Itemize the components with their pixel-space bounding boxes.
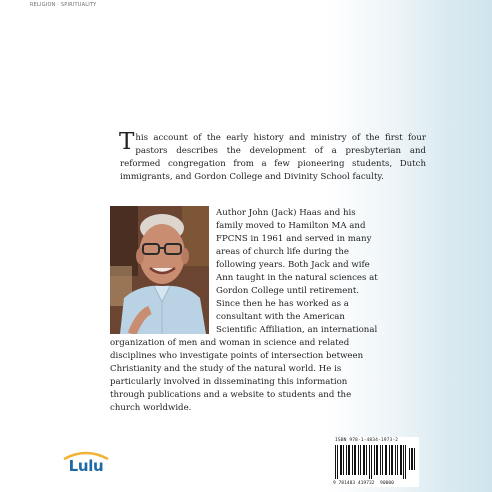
barcode-bars bbox=[335, 445, 415, 479]
barcode-digits: 9 781483 419732 bbox=[333, 481, 375, 486]
author-bio-text: Author John (Jack) Haas and his family moved to Hamilton MA and FPCNS in 1961 and served in many areas of church life during the following years. Both Jack and wife Ann taught in the natural sciences at Gordon College until retirement. Since then he has worked as a consultant with the American Scientific Affiliation, an international organization of men and woman in science and related disciplines who investigate points of intersection between Christianity and the study of the natural world. He is particularly involved in disseminating this information through publications and a website to students and the church worldwide. bbox=[110, 208, 378, 413]
barcode-number bbox=[333, 481, 394, 486]
drop-cap: T bbox=[119, 129, 135, 155]
isbn-barcode bbox=[329, 437, 419, 487]
publisher-logo bbox=[60, 449, 112, 479]
isbn-text: ISBN 978-1-4834-1973-2 bbox=[335, 438, 399, 443]
price-code: 90000 bbox=[380, 481, 394, 486]
publisher-logo-text: Lulu bbox=[68, 457, 104, 475]
author-bio bbox=[110, 207, 381, 415]
book-description bbox=[119, 129, 426, 184]
description-text: his account of the early history and ministry of the first four pastors describes the development of a presbyterian and reformed congregation from a few pioneering students, Dutch immigrants, and Gordon College and Divinity School faculty. bbox=[120, 133, 426, 182]
photo-spacer bbox=[110, 207, 209, 335]
category-label: RELIGION · SPIRITUALITY bbox=[30, 2, 97, 8]
